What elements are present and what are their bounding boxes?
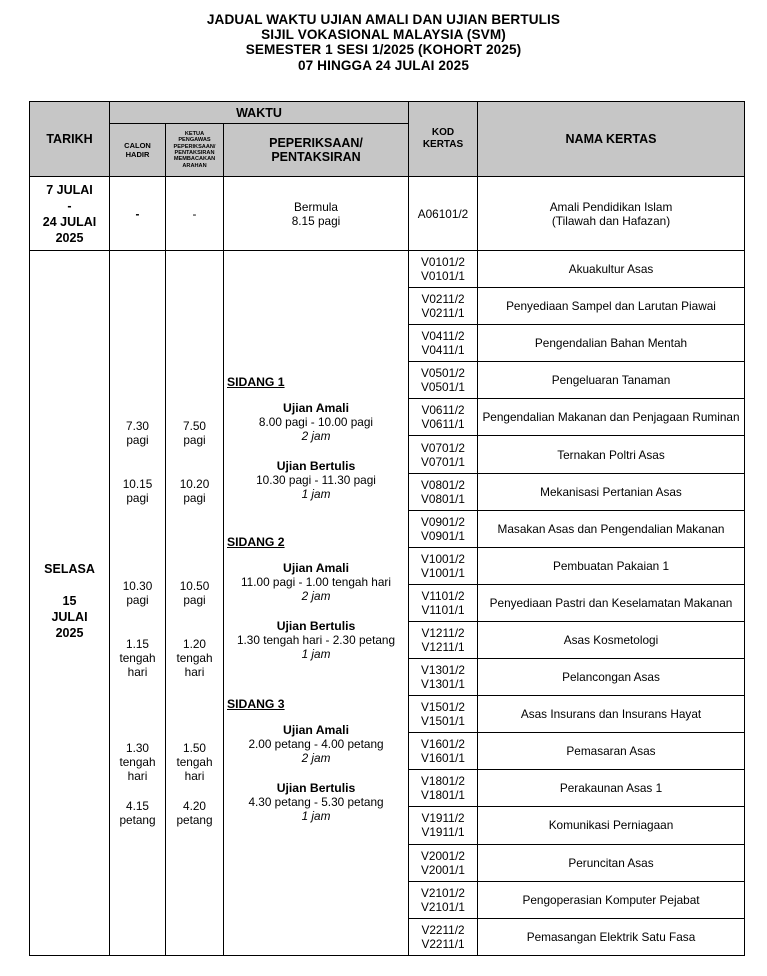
tarikh-cell (30, 177, 110, 251)
tarikh-line: JULAI (51, 610, 88, 624)
kod-kertas-cell (409, 918, 478, 955)
kod-line: V1101/2 (421, 588, 465, 603)
time-slot (110, 799, 165, 827)
heading-line-2: SIJIL VOKASIONAL MALAYSIA (SVM) (261, 27, 506, 43)
kod-line: V1911/1 (421, 825, 465, 840)
nama-kertas-cell: Pemasangan Elektrik Satu Fasa (478, 918, 745, 955)
nama-kertas-cell: Pembuatan Pakaian 1 (478, 547, 745, 584)
kod-line: V2001/1 (421, 862, 465, 877)
ujian-time: 1.30 tengah hari - 2.30 petang (236, 633, 396, 648)
nama-kertas-cell: Pengendalian Bahan Mentah (478, 325, 745, 362)
ujian-bertulis-block (224, 781, 408, 824)
kod-kertas-cell (409, 584, 478, 621)
ujian-title: Ujian Bertulis (276, 459, 356, 473)
kod-line: V0101/1 (421, 269, 465, 284)
kod-line: V2211/2 (421, 922, 465, 937)
kod-line: V1301/2 (421, 663, 465, 678)
table-row (30, 251, 745, 288)
heading-line-3: SEMESTER 1 SESI 1/2025 (KOHORT 2025) (245, 42, 522, 58)
kod-line: V0801/1 (421, 491, 465, 506)
header-calon-hadir (110, 124, 166, 177)
header-calon-line: HADIR (125, 150, 150, 159)
kod-kertas-cell (409, 621, 478, 658)
header-peperiksaan (224, 124, 409, 177)
header-calon-line: CALON (124, 141, 151, 150)
kod-line: V0501/1 (421, 380, 465, 395)
kod-kertas-cell: A06101/2 (409, 177, 478, 251)
nama-kertas-cell: Ternakan Poltri Asas (478, 436, 745, 473)
header-waktu: WAKTU (110, 102, 409, 124)
ujian-duration: 2 jam (301, 751, 331, 766)
tarikh-line: SELASA (44, 562, 95, 576)
kod-line: V1801/2 (421, 774, 465, 789)
nama-kertas-cell: Pemasaran Asas (478, 733, 745, 770)
time-slot (166, 741, 223, 783)
kod-line: V1501/1 (421, 714, 465, 729)
kod-line: V2211/1 (421, 936, 465, 951)
nama-kertas-line: Amali Pendidikan Islam (549, 199, 673, 214)
tarikh-line: - (67, 198, 72, 213)
kod-line: V0901/2 (421, 514, 465, 529)
kod-line: V0101/2 (421, 255, 465, 270)
selasa-date (30, 561, 109, 641)
header-ketua-line: KETUA (184, 130, 205, 137)
sidang-label: SIDANG 3 (227, 697, 285, 711)
time-slot-line: pagi (126, 433, 149, 447)
time-slot (166, 799, 223, 827)
time-slot-line: 4.15 (126, 799, 149, 813)
time-slot-line: pagi (183, 593, 206, 607)
header-ketua-line: PEPERIKSAAN/ (173, 143, 216, 150)
header-nama-kertas: NAMA KERTAS (478, 102, 745, 177)
document-heading (0, 12, 767, 73)
time-slot-line: tengah (119, 651, 156, 665)
time-slot-line: 1.15 (126, 637, 149, 651)
kod-line: V1211/1 (421, 639, 465, 654)
ujian-bertulis-block (224, 459, 408, 502)
tarikh-line: 2025 (55, 626, 84, 640)
kod-kertas-cell (409, 510, 478, 547)
kod-line: V1601/2 (421, 737, 465, 752)
kod-line: V1801/1 (421, 788, 465, 803)
time-slot-line: hari (127, 769, 148, 783)
time-slot-line: hari (184, 769, 205, 783)
nama-kertas-cell: Penyediaan Sampel dan Larutan Piawai (478, 288, 745, 325)
kod-kertas-cell (409, 807, 478, 844)
time-slot (166, 477, 223, 505)
header-kod-line: KERTAS (422, 139, 464, 150)
header-ketua-line: PENTAKSIRAN (174, 150, 215, 156)
nama-kertas-cell: Pengoperasian Komputer Pejabat (478, 881, 745, 918)
tarikh-line: 15 (62, 594, 77, 608)
heading-line-4: 07 HINGGA 24 JULAI 2025 (297, 57, 470, 73)
kod-line: V1501/2 (421, 700, 465, 715)
kod-line: V1101/1 (421, 602, 465, 617)
header-peperiksaan-line: PENTAKSIRAN (271, 150, 361, 164)
calon-hadir-cell: - (110, 177, 166, 251)
kod-line: V0701/1 (421, 454, 465, 469)
kod-kertas-cell (409, 547, 478, 584)
kod-line: V0701/2 (421, 440, 465, 455)
nama-kertas-cell: Masakan Asas dan Pengendalian Makanan (478, 510, 745, 547)
ujian-duration: 1 jam (301, 647, 331, 662)
sidang-label: SIDANG 2 (227, 535, 285, 549)
sidang-label: SIDANG 1 (227, 375, 285, 389)
kod-kertas-cell (409, 288, 478, 325)
time-slot-line: 1.50 (183, 741, 206, 755)
kod-line: V0211/1 (421, 306, 465, 321)
peperiksaan-line: Bermula (294, 199, 338, 214)
ujian-duration: 1 jam (301, 809, 331, 824)
kod-kertas-cell (409, 399, 478, 436)
tarikh-line (30, 577, 109, 593)
header-ketua-line: MEMBACAKAN (173, 156, 216, 163)
header-tarikh: TARIKH (30, 102, 110, 177)
ujian-title: Ujian Bertulis (276, 781, 356, 795)
kod-line: V1601/1 (421, 751, 465, 766)
tarikh-line: 2025 (55, 230, 84, 245)
ketua-pengawas-cell (166, 251, 224, 956)
kod-kertas-cell (409, 325, 478, 362)
nama-kertas-cell: Mekanisasi Pertanian Asas (478, 473, 745, 510)
kod-line: V1211/2 (421, 625, 465, 640)
kod-line: V0411/1 (421, 343, 465, 358)
kod-line: V0211/2 (421, 292, 465, 307)
nama-kertas-cell: Asas Insurans dan Insurans Hayat (478, 696, 745, 733)
ujian-amali-block (224, 401, 408, 444)
time-slot-line: tengah (119, 755, 156, 769)
header-kod-line: KOD (431, 127, 455, 138)
kod-kertas-cell (409, 436, 478, 473)
header-ketua-pengawas (166, 124, 224, 177)
time-slot-line: 7.30 (126, 419, 149, 433)
time-slot-line: petang (176, 813, 213, 827)
nama-kertas-cell: Asas Kosmetologi (478, 621, 745, 658)
ujian-amali-block (224, 561, 408, 604)
ketua-pengawas-cell: - (166, 177, 224, 251)
time-slot-line: 10.50 (179, 579, 210, 593)
kod-line: V1301/1 (421, 677, 465, 692)
time-slot (110, 741, 165, 783)
time-slot-line: hari (184, 665, 205, 679)
nama-kertas-cell: Komunikasi Perniagaan (478, 807, 745, 844)
nama-kertas-cell: Perakaunan Asas 1 (478, 770, 745, 807)
time-slot (110, 419, 165, 447)
time-slot (110, 637, 165, 679)
header-kod-kertas (409, 102, 478, 177)
calon-hadir-cell (110, 251, 166, 956)
nama-kertas-cell: Penyediaan Pastri dan Keselamatan Makanan (478, 584, 745, 621)
schedule-table (29, 101, 745, 956)
ujian-title: Ujian Amali (283, 561, 349, 575)
kod-kertas-cell (409, 770, 478, 807)
kod-line: V1911/2 (421, 811, 465, 826)
peperiksaan-cell (224, 251, 409, 956)
nama-kertas-cell: Pengendalian Makanan dan Penjagaan Ruminan (478, 399, 745, 436)
selasa-section (30, 251, 745, 956)
time-slot-line: 10.20 (179, 477, 210, 491)
ujian-title: Ujian Amali (283, 401, 349, 415)
kod-line: V0611/2 (421, 403, 465, 418)
kod-line: V2101/1 (421, 899, 465, 914)
time-slot-line: 1.20 (183, 637, 206, 651)
kod-kertas-cell (409, 473, 478, 510)
time-slot-line: pagi (126, 491, 149, 505)
nama-kertas-cell: Peruncitan Asas (478, 844, 745, 881)
tarikh-line: 7 JULAI (46, 182, 93, 197)
nama-kertas-line: (Tilawah dan Hafazan) (551, 213, 671, 228)
time-slot-line: hari (127, 665, 148, 679)
ujian-time: 8.00 pagi - 10.00 pagi (258, 415, 374, 430)
time-slot-line: 10.30 (122, 579, 153, 593)
kod-line: V2101/2 (421, 885, 465, 900)
time-slot-line: 1.30 (126, 741, 149, 755)
ujian-duration: 1 jam (301, 487, 331, 502)
ujian-time: 10.30 pagi - 11.30 pagi (256, 473, 376, 488)
ujian-title: Ujian Amali (283, 723, 349, 737)
kod-kertas-cell (409, 844, 478, 881)
time-slot-line: pagi (126, 593, 149, 607)
time-slot-line: pagi (183, 491, 206, 505)
kod-line: V0501/2 (421, 366, 465, 381)
kod-line: V1001/2 (421, 551, 465, 566)
header-peperiksaan-line: PEPERIKSAAN/ (269, 136, 363, 150)
ujian-duration: 2 jam (301, 589, 331, 604)
nama-kertas-cell (478, 177, 745, 251)
time-slot (166, 637, 223, 679)
header-ketua-line: PENGAWAS (178, 137, 211, 144)
time-slot-line: tengah (176, 755, 213, 769)
nama-kertas-cell: Pelancongan Asas (478, 659, 745, 696)
time-slot (166, 579, 223, 607)
peperiksaan-line: 8.15 pagi (291, 213, 341, 228)
header-ketua-line: ARAHAN (182, 162, 207, 169)
ujian-title: Ujian Bertulis (276, 619, 356, 633)
time-slot (166, 419, 223, 447)
time-slot-line: 10.15 (122, 477, 153, 491)
kod-kertas-cell (409, 362, 478, 399)
time-slot-line: 4.20 (183, 799, 206, 813)
kod-line: V0901/1 (421, 528, 465, 543)
kod-line: V1001/1 (421, 565, 465, 580)
kod-line: V0411/2 (421, 329, 465, 344)
time-slot-line: petang (119, 813, 156, 827)
heading-line-1: JADUAL WAKTU UJIAN AMALI DAN UJIAN BERTULIS (206, 12, 561, 27)
tarikh-cell (30, 251, 110, 956)
ujian-time: 4.30 petang - 5.30 petang (248, 795, 384, 810)
kod-kertas-cell (409, 733, 478, 770)
time-slot-line: 7.50 (183, 419, 206, 433)
peperiksaan-cell (224, 177, 409, 251)
ujian-bertulis-block (224, 619, 408, 662)
ujian-duration: 2 jam (301, 429, 331, 444)
kod-kertas-cell (409, 251, 478, 288)
kod-line: V2001/2 (421, 848, 465, 863)
ujian-amali-block (224, 723, 408, 766)
time-slot-line: pagi (183, 433, 206, 447)
time-slot (110, 477, 165, 505)
nama-kertas-cell: Pengeluaran Tanaman (478, 362, 745, 399)
tarikh-line: 24 JULAI (42, 214, 97, 229)
kod-line: V0611/1 (421, 417, 465, 432)
time-slot (110, 579, 165, 607)
kod-kertas-cell (409, 696, 478, 733)
nama-kertas-cell: Akuakultur Asas (478, 251, 745, 288)
ujian-time: 2.00 petang - 4.00 petang (248, 737, 384, 752)
kod-kertas-cell (409, 881, 478, 918)
time-slot-line: tengah (176, 651, 213, 665)
kod-line: V0801/2 (421, 477, 465, 492)
kod-kertas-cell (409, 659, 478, 696)
ujian-time: 11.00 pagi - 1.00 tengah hari (241, 575, 391, 590)
table-row (30, 177, 745, 251)
